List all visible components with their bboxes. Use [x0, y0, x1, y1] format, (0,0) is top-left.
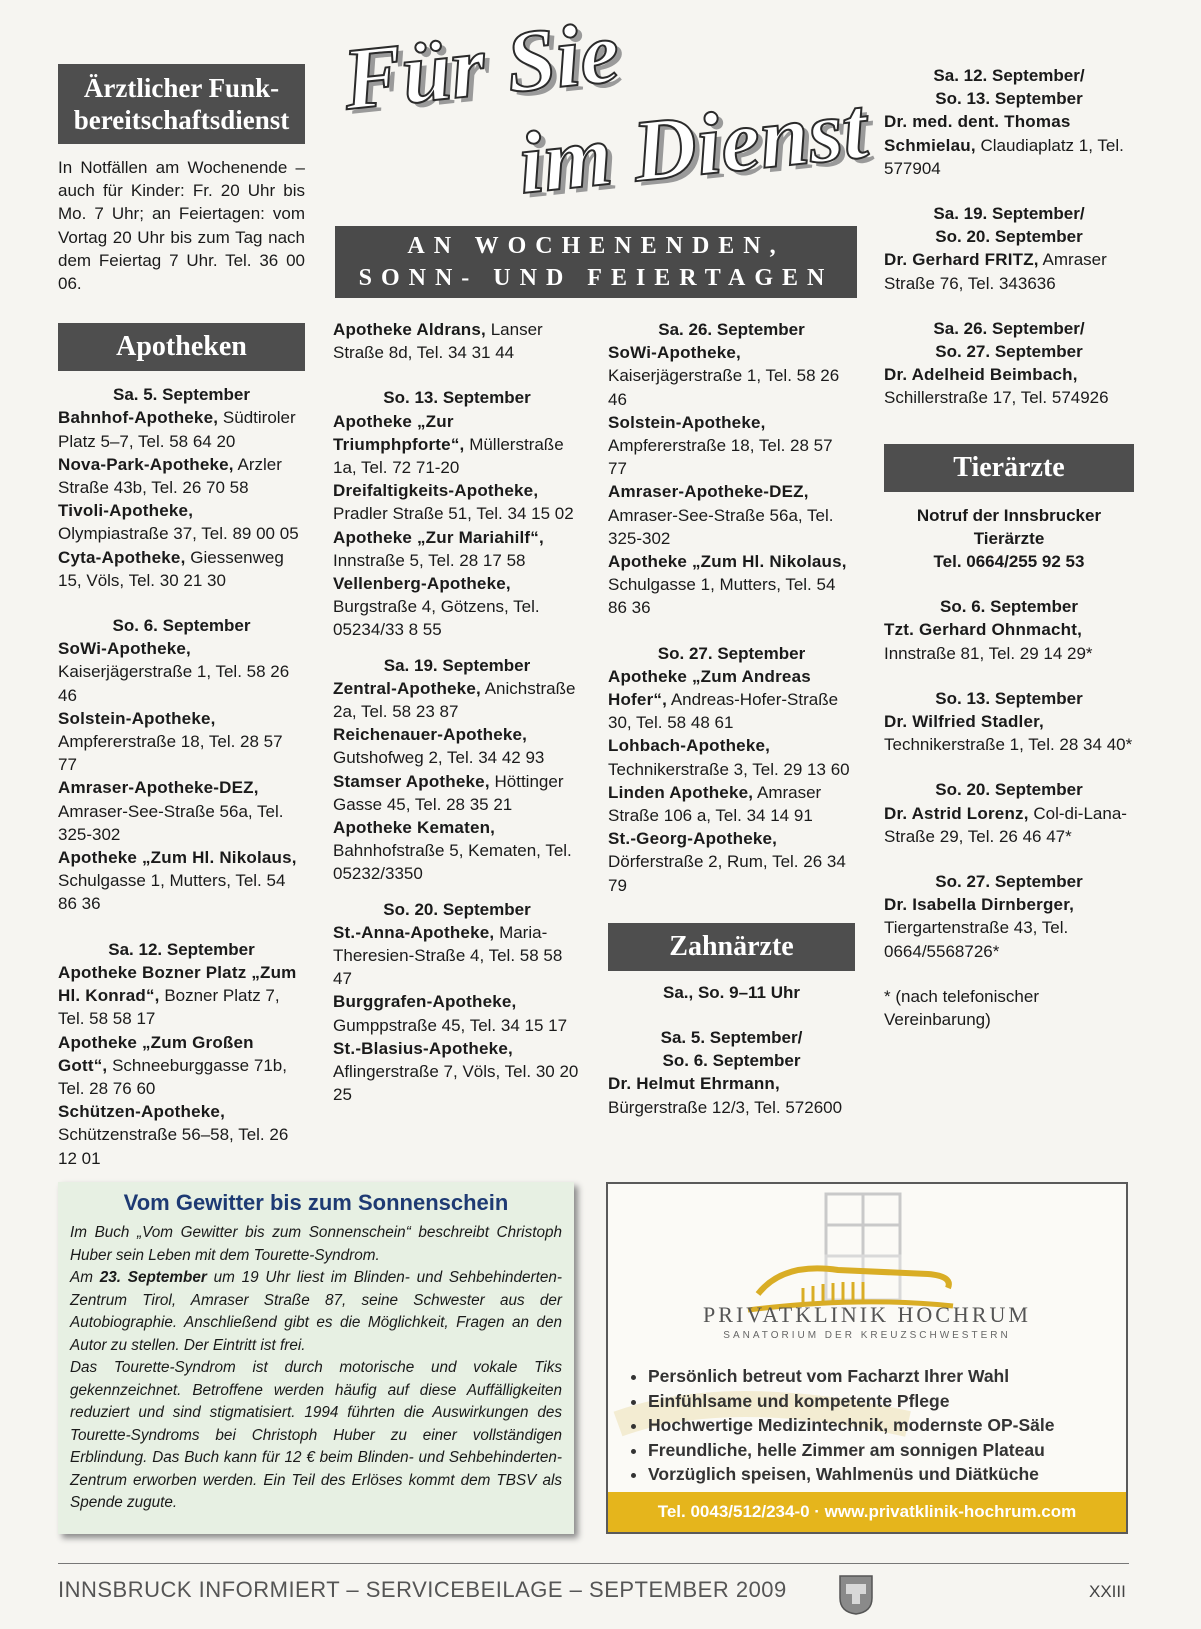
day-date: So. 27. September — [657, 643, 806, 663]
entry-info: Amraser Straße 76, Tel. 343636 — [884, 250, 1107, 293]
gewitter-title: Vom Gewitter bis zum Sonnenschein — [123, 1190, 509, 1215]
entry-info: Bahnhofstraße 5, Kematen, Tel. 05232/3350 — [333, 841, 572, 884]
apotheken-heading: Apotheken — [58, 323, 305, 371]
entry-info: Kaiserjägerstraße 1, Tel. 58 26 46 — [58, 662, 290, 705]
entry-name: Nova-Park-Apotheke, — [58, 454, 234, 474]
entry-name: Tivoli-Apotheke, — [58, 501, 194, 521]
entry-name: Dr. Wilfried Stadler, — [884, 712, 1044, 732]
entry — [58, 406, 305, 452]
entry-name: Linden Apotheke, — [608, 782, 754, 802]
entry-name: Bahnhof-Apotheke, — [58, 408, 219, 428]
entry-info: Schützenstraße 56–58, Tel. 26 12 01 — [58, 1125, 289, 1168]
zahnaerzte-hours: Sa., So. 9–11 Uhr — [662, 982, 800, 1002]
ad-bullet: • Einfühlsame und kompetente Pflege — [648, 1389, 1054, 1414]
column-1 — [58, 64, 305, 1170]
entry-name: Solstein-Apotheke, — [608, 412, 766, 432]
entry — [884, 248, 1134, 294]
ad-bullets — [628, 1364, 1054, 1487]
entry — [58, 776, 305, 846]
entry-info: Südtiroler Platz 5–7, Tel. 58 64 20 — [58, 408, 296, 451]
entry-name: Apotheke „Zum Hl. Nikolaus, — [58, 848, 297, 868]
gewitter-p2-post: um 19 Uhr liest im Blinden- und Sehbehinderten-Zentrum Tirol, Amraser Straße 87, seine Schwester aus der Autobiographie. Anschließend gibt es die Möglichkeit, Fragen an den Autor zu stellen. Der Eintritt ist frei. — [70, 1269, 563, 1354]
gewitter-p2 — [70, 1267, 562, 1357]
entry-name: Apotheke „Zur Triumphpforte“, — [333, 411, 465, 454]
entry-info: Innstraße 5, Tel. 28 17 58 — [333, 550, 526, 570]
day-date: So. 13. September — [935, 688, 1083, 708]
footer-divider — [58, 1563, 1129, 1564]
entry-info: Gumppstraße 45, Tel. 34 15 17 — [333, 1015, 568, 1035]
entry-info: Olympiastraße 37, Tel. 89 00 05 — [58, 524, 299, 544]
entry — [58, 846, 305, 916]
entry — [608, 1072, 855, 1118]
day-date: Sa. 5. September/ — [660, 1028, 803, 1048]
entry — [884, 710, 1134, 756]
day-date: Sa. 19. September — [383, 655, 531, 675]
funk-heading-line-1: Ärztlicher Funk- — [83, 73, 280, 103]
day-date: Sa. 26. September/ — [933, 318, 1085, 338]
day-date: So. 6. September — [940, 597, 1078, 617]
entry — [333, 479, 581, 525]
entry-name: Solstein-Apotheke, — [58, 708, 216, 728]
entry — [58, 707, 305, 777]
day-date: So. 13. September — [935, 89, 1083, 109]
entry-info: Ampfererstraße 18, Tel. 28 57 77 — [608, 436, 833, 479]
entry-info: Schneeburggasse 71b, Tel. 28 76 60 — [58, 1055, 287, 1098]
entry-info: Tiergartenstraße 43, Tel. 0664/5568726* — [884, 918, 1069, 961]
entry — [884, 618, 1134, 664]
ad-bullet: • Hochwertige Medizintechnik, modernste OP-Säle — [648, 1413, 1054, 1438]
entry-info: Technikerstraße 1, Tel. 28 34 40* — [884, 735, 1133, 755]
page-number: XXIII — [1089, 1582, 1126, 1601]
ad-bullet: • Vorzüglich speisen, Wahlmenüs und Diätküche — [648, 1462, 1054, 1487]
entry-info: Dörferstraße 2, Rum, Tel. 26 34 79 — [608, 852, 846, 895]
entry-name: Burggrafen-Apotheke, — [333, 992, 517, 1012]
footnote: * (nach telefonischer Vereinbarung) — [884, 986, 1039, 1030]
column-4 — [884, 64, 1134, 1031]
entry — [333, 770, 581, 816]
entry-name: Apotheke „Zum Hl. Nikolaus, — [608, 552, 847, 572]
entry — [333, 318, 581, 364]
entry-name: Amraser-Apotheke-DEZ, — [58, 778, 259, 798]
entry-info: Pradler Straße 51, Tel. 34 15 02 — [333, 504, 574, 524]
entry-name: St.-Anna-Apotheke, — [333, 922, 495, 942]
day-date: Sa. 26. September — [658, 320, 805, 339]
coat-of-arms-icon — [836, 1572, 876, 1616]
entry-info: Giessenweg 15, Völs, Tel. 30 21 30 — [58, 547, 284, 590]
gewitter-p3: Das Tourette-Syndrom ist durch motorische und vokale Tiks gekennzeichnet. Betroffene werden häufig auf diese Auffälligkeiten reduziert und sind stigmatisiert. 1994 führten die Auswirkungen des Tourette-Syndroms bei Christoph Huber zu einer vollständigen Erblindung. Das Buch kann für 12 € beim Blinden- und Sehbehinderten-Zentrum erworben werden. Ein Teil des Erlöses kommt dem TBSV als Spende zugute. — [70, 1359, 562, 1511]
gewitter-box — [58, 1182, 574, 1534]
entry — [333, 990, 581, 1036]
entry-name: Dr. Gerhard FRITZ, — [884, 250, 1039, 270]
day-date: So. 20. September — [383, 899, 531, 919]
entry-name: Zentral-Apotheke, — [333, 678, 481, 698]
title-line-2: im Dienst — [513, 79, 872, 214]
entry-name: Dr. Isabella Dirnberger, — [884, 895, 1074, 915]
gewitter-p1: Im Buch „Vom Gewitter bis zum Sonnenschein“ beschreibt Christoph Huber sein Leben mit dem Tourette-Syndrom. — [70, 1224, 562, 1264]
entry-info: Gutshofweg 2, Tel. 34 42 93 — [333, 748, 545, 768]
entry-name: Apotheke „Zum Großen Gott“, — [58, 1032, 254, 1075]
day-date: Sa. 12. September — [108, 939, 255, 959]
day-date: So. 6. September — [662, 1051, 801, 1071]
entry-name: Apotheke Bozner Platz „Zum Hl. Konrad“, — [58, 962, 297, 1006]
notruf-line-2: Tierärzte — [973, 528, 1045, 548]
entry-name: Dr. Adelheid Beimbach, — [884, 365, 1078, 385]
funk-text: In Notfällen am Wochenende – auch für Kinder: Fr. 20 Uhr bis Mo. 7 Uhr; an Feiertagen: vom Vortag 20 Uhr bis zum Tag nach dem Feiertag 7 Uhr. Tel. 36 00 06. — [58, 158, 305, 294]
entry — [58, 499, 305, 545]
entry — [608, 341, 855, 411]
page-title — [333, 3, 873, 214]
entry-name: Tzt. Gerhard Ohnmacht, — [884, 620, 1083, 640]
entry-info: Bozner Platz 7, Tel. 58 58 17 — [58, 986, 280, 1029]
entry — [58, 1031, 305, 1101]
entry-info: Höttinger Gasse 45, Tel. 28 35 21 — [333, 771, 564, 814]
entry — [333, 572, 581, 642]
tieraerzte-heading: Tierärzte — [884, 444, 1134, 492]
entry-info: Innstraße 81, Tel. 29 14 29* — [884, 643, 1093, 663]
entry-info: Kaiserjägerstraße 1, Tel. 58 26 46 — [608, 366, 840, 409]
entry-info: Col-di-Lana-Straße 29, Tel. 26 46 47* — [884, 803, 1127, 846]
entry — [58, 453, 305, 499]
entry — [884, 363, 1134, 409]
entry-info: Aflingerstraße 7, Völs, Tel. 30 20 25 — [333, 1062, 579, 1105]
entry-info: Schulgasse 1, Mutters, Tel. 54 86 36 — [608, 575, 836, 618]
entry-name: SoWi-Apotheke, — [58, 639, 191, 659]
entry — [333, 1037, 581, 1107]
entry — [58, 961, 305, 1031]
entry-info: Schulgasse 1, Mutters, Tel. 54 86 36 — [58, 871, 286, 914]
day-date: So. 20. September — [935, 227, 1083, 247]
entry — [608, 480, 855, 550]
entry-name: Reichenauer-Apotheke, — [333, 725, 528, 745]
entry — [608, 550, 855, 620]
funk-heading-line-2: bereitschaftsdienst — [73, 105, 290, 135]
entry-info: Technikerstraße 3, Tel. 29 13 60 — [608, 759, 850, 779]
entry-info: Amraser-See-Straße 56a, Tel. 325-302 — [58, 801, 284, 844]
entry-name: Apotheke „Zur Mariahilf“, — [333, 527, 544, 547]
entry-info: Schillerstraße 17, Tel. 574926 — [884, 388, 1109, 408]
entry-info: Müllerstraße 1a, Tel. 72 71-20 — [333, 434, 564, 478]
entry-name: Apotheke Kematen, — [333, 818, 496, 838]
entry-name: Dr. Helmut Ehrmann, — [608, 1074, 780, 1094]
entry-name: Amraser-Apotheke-DEZ, — [608, 482, 809, 502]
column-2 — [333, 318, 581, 1107]
entry — [608, 734, 855, 780]
hochrum-ad — [606, 1182, 1128, 1534]
entry — [608, 781, 855, 827]
zahnaerzte-heading: Zahnärzte — [608, 923, 855, 971]
entry-name: Apotheke Aldrans, — [333, 320, 486, 339]
notruf-line-1: Notruf der Innsbrucker — [916, 505, 1102, 525]
day-date: So. 27. September — [935, 872, 1083, 892]
notruf-phone: Tel. 0664/255 92 53 — [933, 552, 1085, 572]
entry-name: Apotheke „Zum Andreas Hofer“, — [608, 666, 811, 710]
entry-info: Maria-Theresien-Straße 4, Tel. 58 58 47 — [333, 922, 563, 989]
entry-name: Schützen-Apotheke, — [58, 1102, 226, 1122]
entry-name: St.-Blasius-Apotheke, — [333, 1038, 513, 1058]
entry — [333, 723, 581, 769]
column-3 — [608, 318, 855, 1119]
entry — [58, 637, 305, 707]
entry-info: Ampfererstraße 18, Tel. 28 57 77 — [58, 732, 283, 775]
ad-clinic-sub: SANATORIUM DER KREUZSCHWESTERN — [723, 1330, 1011, 1341]
entry-name: Dr. med. dent. Thomas Schmielau, — [884, 112, 1071, 155]
ad-bullet: • Freundliche, helle Zimmer am sonnigen Plateau — [648, 1438, 1054, 1463]
entry — [333, 410, 581, 480]
ad-clinic-name: PRIVATKLINIK HOCHRUM — [703, 1302, 1031, 1327]
entry-info: Andreas-Hofer-Straße 30, Tel. 58 48 61 — [608, 690, 839, 733]
entry-info: Arzler Straße 43b, Tel. 26 70 58 — [58, 454, 282, 498]
day-date: Sa. 5. September — [112, 385, 250, 405]
entry-name: Dr. Astrid Lorenz, — [884, 803, 1029, 823]
title-line-1: Für Sie — [338, 3, 624, 130]
entry — [333, 526, 581, 572]
day-date: So. 27. September — [935, 342, 1083, 362]
entry — [333, 921, 581, 991]
ad-contact[interactable]: Tel. 0043/512/234-0 · www.privatklinik-hochrum.com — [608, 1492, 1126, 1532]
entry-name: SoWi-Apotheke, — [608, 343, 741, 363]
entry — [333, 816, 581, 886]
entry-info: Bürgerstraße 12/3, Tel. 572600 — [608, 1097, 843, 1117]
day-date: Sa. 19. September/ — [933, 204, 1085, 224]
gewitter-p2-date: 23. September — [99, 1269, 207, 1286]
gewitter-p2-pre: Am — [70, 1269, 100, 1286]
funk-heading — [58, 64, 305, 144]
entry — [884, 110, 1134, 180]
day-date: So. 13. September — [383, 388, 531, 408]
day-date: So. 20. September — [935, 780, 1083, 800]
entry — [608, 411, 855, 481]
day-date: So. 6. September — [112, 616, 251, 636]
entry — [884, 802, 1134, 848]
subtitle-banner — [335, 226, 857, 298]
entry-name: Stamser Apotheke, — [333, 771, 490, 791]
subtitle-line-1: AN WOCHENENDEN, — [407, 233, 785, 259]
entry-name: Cyta-Apotheke, — [58, 547, 186, 567]
entry-info: Burgstraße 4, Götzens, Tel. 05234/33 8 55 — [333, 597, 540, 640]
entry — [58, 546, 305, 592]
entry — [608, 827, 855, 897]
subtitle-line-2: SONN- UND FEIERTAGEN — [358, 265, 834, 291]
entry — [608, 665, 855, 735]
entry — [333, 677, 581, 723]
entry — [884, 893, 1134, 963]
entry-name: Dreifaltigkeits-Apotheke, — [333, 481, 539, 501]
entry-name: St.-Georg-Apotheke, — [608, 829, 778, 849]
entry-name: Vellenberg-Apotheke, — [333, 574, 511, 594]
entry-info: Amraser Straße 106 a, Tel. 34 14 91 — [608, 782, 822, 826]
entry-info: Amraser-See-Straße 56a, Tel. 325-302 — [608, 505, 834, 548]
ad-bullet: • Persönlich betreut vom Facharzt Ihrer Wahl — [648, 1364, 1054, 1389]
day-date: Sa. 12. September/ — [933, 66, 1085, 85]
footer-text: INNSBRUCK INFORMIERT – SERVICEBEILAGE – SEPTEMBER 2009 — [58, 1577, 787, 1602]
entry — [58, 1100, 305, 1170]
entry-name: Lohbach-Apotheke, — [608, 736, 771, 756]
entry-info: Claudiaplatz 1, Tel. 577904 — [884, 135, 1124, 178]
entry-info: Lanser Straße 8d, Tel. 34 31 44 — [333, 320, 543, 363]
entry-info: Anichstraße 2a, Tel. 58 23 87 — [333, 678, 576, 722]
